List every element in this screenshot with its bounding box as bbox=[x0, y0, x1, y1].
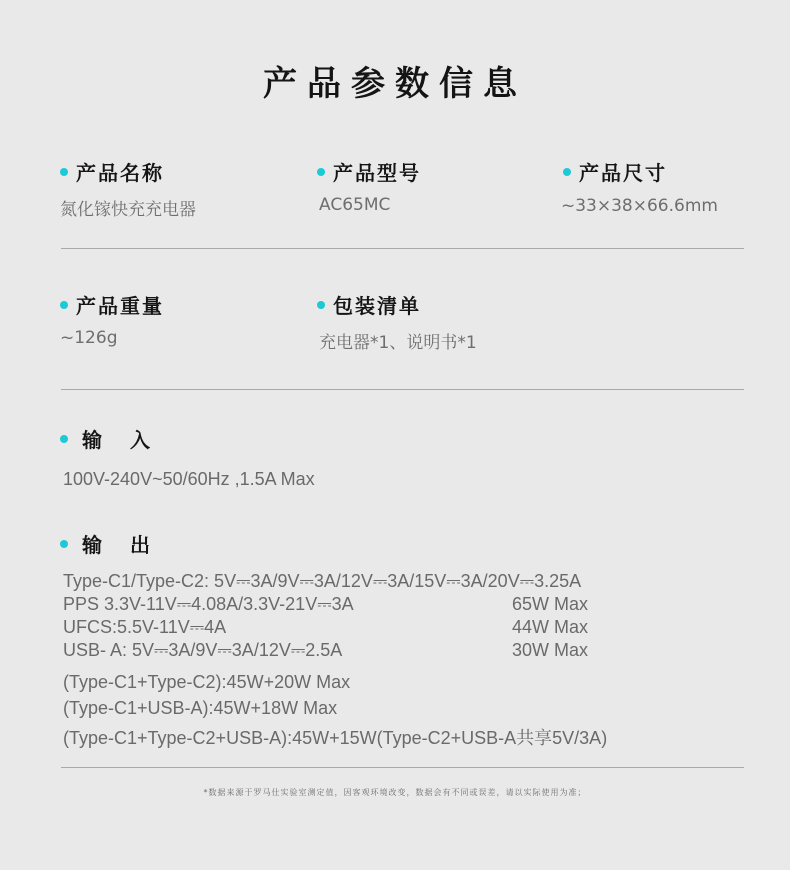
page-title: 产品参数信息 bbox=[263, 64, 527, 104]
bullet-dot-icon bbox=[317, 168, 325, 176]
output-spec-row: PPS 3.3V-11V⎓4.08A/3.3V-21V⎓3A bbox=[63, 594, 354, 614]
package-list-label bbox=[317, 290, 421, 319]
footnote: *数据来源于罗马仕实验室测定值，因客观环境改变，数据会有不同或误差，请以实际使用为准； bbox=[203, 788, 587, 797]
product-model-label-text: 产品型号 bbox=[333, 161, 421, 185]
bullet-dot-icon bbox=[563, 168, 571, 176]
package-list-label-text: 包装清单 bbox=[333, 294, 421, 318]
input-value: 100V-240V~50/60Hz ,1.5A Max bbox=[63, 469, 315, 489]
output-spec-row: UFCS:5.5V-11V⎓4A bbox=[63, 617, 227, 637]
divider bbox=[61, 767, 744, 768]
output-combo-line: (Type-C1+Type-C2):45W+20W Max bbox=[63, 672, 351, 692]
product-model-value: AC65MC bbox=[319, 195, 391, 215]
product-size-label bbox=[563, 157, 667, 186]
output-max-value: 30W Max bbox=[512, 640, 589, 660]
bullet-dot-icon bbox=[60, 540, 68, 548]
product-name-label-text: 产品名称 bbox=[76, 161, 164, 185]
output-label-text: 输 出 bbox=[82, 533, 154, 557]
output-max-value: 65W Max bbox=[512, 594, 589, 614]
output-spec-row: USB- A: 5V⎓3A/9V⎓3A/12V⎓2.5A bbox=[63, 640, 343, 660]
product-name-label bbox=[60, 157, 164, 186]
product-weight-value: ~126g bbox=[60, 328, 118, 348]
output-spec-row: Type-C1/Type-C2: 5V⎓3A/9V⎓3A/12V⎓3A/15V⎓3A/20V⎓3.25A bbox=[63, 571, 582, 591]
bullet-dot-icon bbox=[317, 301, 325, 309]
package-list-value: 充电器*1、说明书*1 bbox=[319, 333, 477, 353]
input-label-text: 输 入 bbox=[82, 428, 154, 452]
product-size-value: ~33×38×66.6mm bbox=[561, 196, 718, 216]
output-combo-line: (Type-C1+USB-A):45W+18W Max bbox=[63, 698, 338, 718]
bullet-dot-icon bbox=[60, 301, 68, 309]
product-name-value: 氮化镓快充充电器 bbox=[60, 200, 196, 220]
product-weight-label bbox=[60, 290, 164, 319]
bullet-dot-icon bbox=[60, 168, 68, 176]
divider bbox=[61, 389, 744, 390]
divider bbox=[61, 248, 744, 249]
product-size-label-text: 产品尺寸 bbox=[579, 161, 667, 185]
bullet-dot-icon bbox=[60, 435, 68, 443]
input-label bbox=[60, 424, 154, 453]
output-label bbox=[60, 529, 154, 558]
product-model-label bbox=[317, 157, 421, 186]
output-combo-line: (Type-C1+Type-C2+USB-A):45W+15W(Type-C2+USB-A共享5V/3A) bbox=[63, 728, 608, 748]
product-weight-label-text: 产品重量 bbox=[76, 294, 164, 318]
output-max-value: 44W Max bbox=[512, 617, 589, 637]
